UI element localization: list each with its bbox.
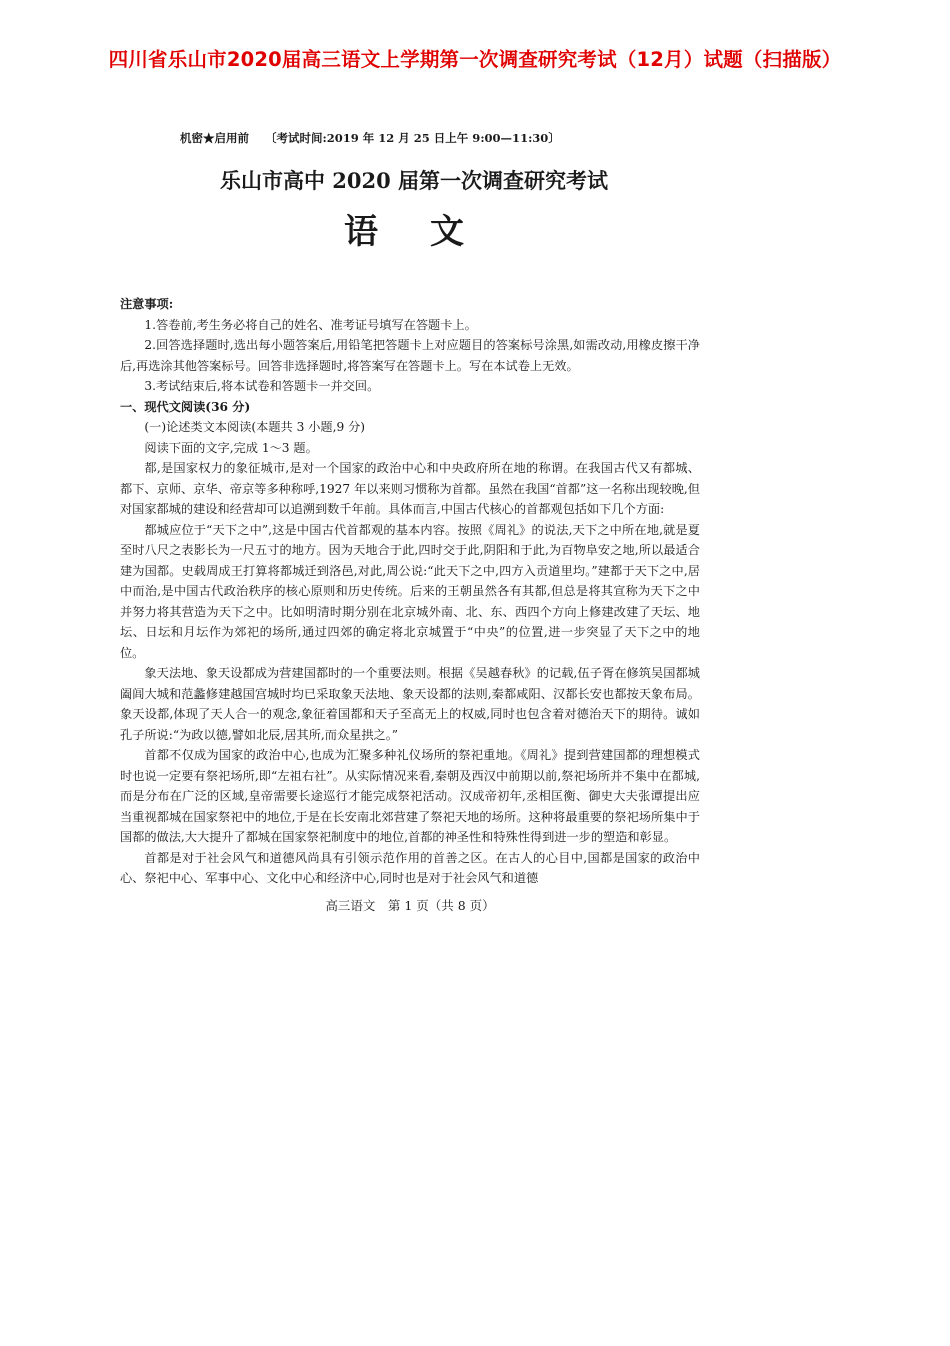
confidential-mark: 机密★启用前 bbox=[180, 131, 249, 145]
passage-paragraph: 都,是国家权力的象征城市,是对一个国家的政治中心和中央政府所在地的称谓。在我国古代又有都城、都下、京师、京华、帝京等多种称呼,1927 年以来则习惯称为首都。虽然在我国“首都”这一名称出现较晚,但对国家都城的建设和经营却可以追溯到数千年前。具体而言,中国古代核心的首都观包括如下几个方面: bbox=[120, 461, 700, 516]
notice-title: 注意事项: bbox=[120, 297, 174, 311]
confidential-line bbox=[180, 128, 700, 148]
passage-paragraph: 都城应位于“天下之中”,这是中国古代首都观的基本内容。按照《周礼》的说法,天下之中所在地,就是夏至时八尺之表影长为一尺五寸的地方。因为天地合于此,四时交于此,阴阳和于此,为百物阜安之地,所以最适合建为国都。史载周成王打算将都城迁到洛邑,对此,周公说:“此天下之中,四方入贡道里均。”建都于天下之中,居中而治,是中国古代政治秩序的核心原则和历史传统。后来的王朝虽然各有其都,但总是将其宣称为天下之中并努力将其营造为天下之中。比如明清时期分别在北京城外南、北、东、西四个方向上修建改建了天坛、地坛、日坛和月坛作为郊祀的场所,通过四郊的确定将北京城置于“中央”的位置,进一步突显了天下之中的地位。 bbox=[120, 522, 700, 660]
subject-title: 语文 bbox=[344, 212, 516, 252]
passage-paragraph: 首都不仅成为国家的政治中心,也成为汇聚多种礼仪场所的祭祀重地。《周礼》提到营建国都的理想模式时也说一定要有祭祀场所,即“左祖右社”。从实际情况来看,秦朝及西汉中前期以前,祭祀场所并不集中在都城,而是分布在广泛的区域,皇帝需要长途巡行才能完成祭祀活动。汉成帝初年,丞相匡衡、御史大夫张谭提出应当重视都城在国家祭祀中的地位,于是在长安南北郊营建了祭祀天地的场所。这种将最重要的祭祀场所集中于国都的做法,大大提升了都城在国家祭祀制度中的地位,首都的神圣性和特殊性得到进一步的塑造和彰显。 bbox=[120, 748, 700, 844]
document-title: 四川省乐山市2020届高三语文上学期第一次调查研究考试（12月）试题（扫描版） bbox=[108, 48, 842, 71]
page-footer: 高三语文 第 1 页（共 8 页） bbox=[325, 897, 495, 913]
passage-paragraph: 首都是对于社会风气和道德风尚具有引领示范作用的首善之区。在古人的心目中,国都是国家的政治中心、祭祀中心、军事中心、文化中心和经济中心,同时也是对于社会风气和道德 bbox=[120, 850, 700, 885]
subsection-title: (一)论述类文本阅读(本题共 3 小题,9 分) bbox=[144, 420, 366, 434]
section-title: 一、现代文阅读(36 分) bbox=[120, 399, 251, 414]
notice-item: 3.考试结束后,将本试卷和答题卡一并交回。 bbox=[144, 379, 380, 393]
scanned-exam-page bbox=[120, 128, 700, 916]
reading-instruction: 阅读下面的文字,完成 1～3 题。 bbox=[144, 440, 318, 455]
notice-item: 1.答卷前,考生务必将自己的姓名、准考证号填写在答题卡上。 bbox=[144, 317, 477, 332]
passage-paragraph: 象天法地、象天设都成为营建国都时的一个重要法则。根据《吴越春秋》的记载,伍子胥在修筑吴国都城阖闾大城和范蠡修建越国宫城时均已采取象天法地、象天设都的法则,秦都咸阳、汉都长安也都按天象布局。象天设都,体现了天人合一的观念,象征着国都和天子至高无上的权威,同时也包含着对德治天下的期待。诚如孔子所说:“为政以德,譬如北辰,居其所,而众星拱之。” bbox=[120, 666, 700, 742]
exam-name: 乐山市高中 2020 届第一次调查研究考试 bbox=[219, 168, 609, 193]
exam-time: 〔考试时间:2019 年 12 月 25 日上午 9:00—11:30〕 bbox=[265, 131, 560, 145]
notice-item: 2.回答选择题时,选出每小题答案后,用铅笔把答题卡上对应题目的答案标号涂黑,如需改动,用橡皮擦干净后,再选涂其他答案标号。回答非选择题时,将答案写在答题卡上。写在本试卷上无效。 bbox=[120, 338, 700, 373]
exam-body bbox=[120, 294, 700, 889]
